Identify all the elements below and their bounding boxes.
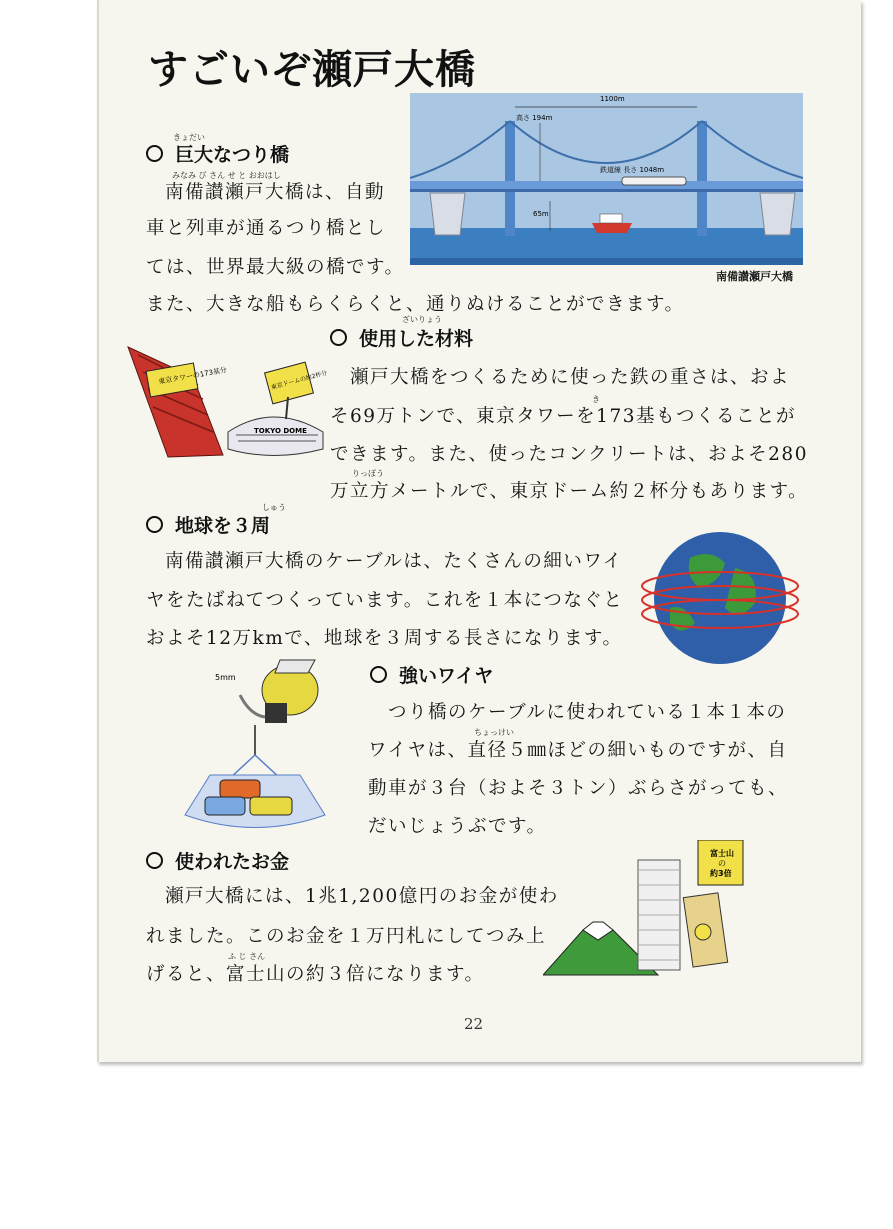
ruby-ki: き bbox=[592, 395, 600, 404]
section-heading-strong-wire: 強いワイヤ bbox=[370, 661, 493, 688]
paragraph-line: また、大きな船もらくらくと、通りぬけることができます。 bbox=[146, 294, 685, 315]
paragraph-line: およそ12万kmで、地球を３周する長さになります。 bbox=[146, 628, 623, 649]
page-number: 22 bbox=[464, 1015, 484, 1033]
fuji-sign-line: の bbox=[718, 859, 726, 868]
paragraph-line: げると、富士山の約３倍になります。 bbox=[146, 964, 485, 985]
paragraph-line: れました。このお金を１万円札にしてつみ上 bbox=[146, 926, 547, 947]
paragraph-line: できます。また、使ったコンクリートは、およそ280 bbox=[330, 444, 808, 465]
circle-bullet-icon bbox=[370, 666, 387, 683]
height-label: 高さ 194m bbox=[516, 114, 553, 122]
paragraph-line: 南備讃瀬戸大橋のケーブルは、たくさんの細いワイ bbox=[165, 551, 623, 572]
ruby-shuu: しゅう bbox=[262, 503, 286, 512]
bridge-caption: 南備讃瀬戸大橋 bbox=[716, 270, 793, 283]
money-fuji-illustration bbox=[543, 840, 748, 980]
paragraph-line: 瀬戸大橋には、1兆1,200億円のお金が使わ bbox=[165, 886, 559, 907]
rail-label: 鉄道線 長さ 1048m bbox=[600, 166, 665, 174]
ruby-minamibisan: みなみ び さん せ と おおはし bbox=[172, 171, 281, 180]
fuji-sign-line: 約3倍 bbox=[710, 869, 732, 878]
ruby-rippou: りっぽう bbox=[352, 469, 384, 478]
paragraph-line: 万立方メートルで、東京ドーム約２杯分もあります。 bbox=[330, 481, 809, 502]
span-label: 1100m bbox=[600, 95, 625, 103]
paragraph-line: そ69万トンで、東京タワーを173基もつくることが bbox=[330, 406, 796, 427]
dome-sign-text: 東京ドームの約2杯分 bbox=[270, 369, 329, 392]
section-heading-materials: 使用した材料 bbox=[330, 324, 473, 351]
paragraph-line: ワイヤは、直径５㎜ほどの細いものですが、自 bbox=[368, 740, 788, 761]
clearance-label: 65m bbox=[533, 210, 549, 218]
circle-bullet-icon bbox=[146, 516, 163, 533]
dome-name-label: TOKYO DOME bbox=[254, 427, 307, 435]
ruby-fuji: ふ じ さん bbox=[228, 952, 266, 961]
wire-cars-illustration bbox=[180, 655, 330, 835]
section-heading-money-used: 使われたお金 bbox=[146, 847, 289, 874]
paragraph-line: 瀬戸大橋をつくるために使った鉄の重さは、およ bbox=[350, 367, 791, 388]
paragraph-line: 動車が３台（およそ３トン）ぶらさがっても、 bbox=[368, 778, 789, 799]
section-heading-giant-bridge: 巨大なつり橋 bbox=[146, 140, 289, 167]
scan-background-left bbox=[0, 0, 90, 1229]
ruby-kyodai: きょだい bbox=[173, 133, 205, 142]
tower-dome-illustration bbox=[118, 337, 328, 467]
bridge-illustration bbox=[410, 93, 803, 265]
earth-globe-illustration bbox=[640, 528, 800, 668]
paragraph-line: つり橋のケーブルに使われている１本１本の bbox=[388, 702, 787, 723]
paragraph-line: ヤをたばねてつくっています。これを１本につなぐと bbox=[146, 590, 624, 611]
circle-bullet-icon bbox=[146, 145, 163, 162]
circle-bullet-icon bbox=[330, 329, 347, 346]
wire-diameter-label: 5mm bbox=[215, 673, 236, 682]
paragraph-line: 南備讃瀬戸大橋は、自動 bbox=[165, 182, 386, 203]
tower-sign-text: 東京タワーの173基分 bbox=[157, 366, 228, 386]
section-heading-earth-3-laps: 地球を３周 bbox=[146, 511, 270, 538]
paragraph-line: ては、世界最大級の橋です。 bbox=[146, 257, 405, 278]
ruby-zairyou: ざいりょう bbox=[402, 315, 442, 324]
page-title: すごいぞ瀬戸大橋 bbox=[148, 47, 476, 93]
ruby-chokkei: ちょっけい bbox=[474, 728, 514, 737]
fuji-sign-line: 富士山 bbox=[710, 849, 734, 858]
paragraph-line: 車と列車が通るつり橋とし bbox=[146, 218, 386, 239]
scan-background-right bbox=[862, 0, 893, 1229]
paragraph-line: だいじょうぶです。 bbox=[368, 816, 547, 837]
circle-bullet-icon bbox=[146, 852, 163, 869]
